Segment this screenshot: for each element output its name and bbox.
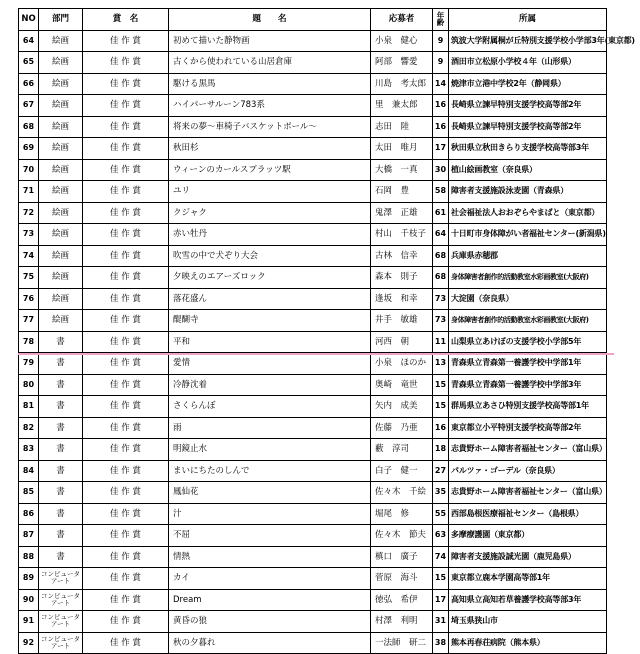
cell-title: 不屈	[169, 525, 371, 547]
cell-no: 65	[19, 52, 39, 74]
table-row	[19, 288, 607, 310]
cell-affiliation: 植山絵画教室（奈良県）	[449, 159, 607, 181]
table-row	[19, 439, 607, 461]
cell-applicant: 佐々木 節夫	[371, 525, 433, 547]
cell-no: 92	[19, 632, 39, 654]
cell-applicant: 村澤 利明	[371, 611, 433, 633]
cell-title: 赤い牡丹	[169, 224, 371, 246]
cell-award: 佳 作 賞	[83, 611, 169, 633]
cell-dept: 書	[39, 396, 83, 418]
cell-award: 佳 作 賞	[83, 331, 169, 353]
cell-applicant: 森本 則子	[371, 267, 433, 289]
cell-no: 66	[19, 73, 39, 95]
cell-applicant: 里 兼太郎	[371, 95, 433, 117]
cell-no: 90	[19, 589, 39, 611]
cell-applicant: 村山 千枝子	[371, 224, 433, 246]
table-row	[19, 482, 607, 504]
cell-affiliation: 長崎県立諫早特別支援学校高等部2年	[449, 116, 607, 138]
cell-age: 15	[433, 374, 449, 396]
header-applicant: 応募者	[371, 9, 433, 31]
table-row	[19, 374, 607, 396]
cell-dept: 絵画	[39, 202, 83, 224]
cell-title: まいにちたのしんで	[169, 460, 371, 482]
cell-affiliation: 熊本再春荘病院（熊本県）	[449, 632, 607, 654]
cell-age: 73	[433, 288, 449, 310]
cell-applicant: 川島 考太郎	[371, 73, 433, 95]
cell-title: 雨	[169, 417, 371, 439]
cell-dept: 絵画	[39, 159, 83, 181]
table-row	[19, 181, 607, 203]
cell-age: 18	[433, 439, 449, 461]
cell-title: 平和	[169, 331, 371, 353]
cell-age: 17	[433, 138, 449, 160]
cell-dept: 書	[39, 503, 83, 525]
cell-dept: コンピュータアート	[39, 589, 83, 611]
cell-age: 30	[433, 159, 449, 181]
cell-no: 79	[19, 353, 39, 375]
cell-award: 佳 作 賞	[83, 181, 169, 203]
table-row	[19, 331, 607, 353]
cell-title: カイ	[169, 568, 371, 590]
cell-age: 16	[433, 417, 449, 439]
cell-no: 91	[19, 611, 39, 633]
cell-title: 明鏡止水	[169, 439, 371, 461]
header-dept: 部門	[39, 9, 83, 31]
cell-applicant: 一法師 研二	[371, 632, 433, 654]
table-row	[19, 224, 607, 246]
cell-award: 佳 作 賞	[83, 159, 169, 181]
table-row	[19, 632, 607, 654]
cell-age: 64	[433, 224, 449, 246]
cell-age: 15	[433, 568, 449, 590]
cell-applicant: 槙口 廣子	[371, 546, 433, 568]
table-row	[19, 546, 607, 568]
cell-no: 76	[19, 288, 39, 310]
cell-age: 63	[433, 525, 449, 547]
cell-no: 89	[19, 568, 39, 590]
cell-applicant: 佐藤 乃亜	[371, 417, 433, 439]
cell-award: 佳 作 賞	[83, 95, 169, 117]
cell-age: 17	[433, 589, 449, 611]
cell-dept: 絵画	[39, 310, 83, 332]
cell-title: クジャク	[169, 202, 371, 224]
cell-title: 古くから使われている山居倉庫	[169, 52, 371, 74]
cell-affiliation: 焼津市立港中学校2年（静岡県）	[449, 73, 607, 95]
cell-age: 31	[433, 611, 449, 633]
cell-no: 78	[19, 331, 39, 353]
cell-award: 佳 作 賞	[83, 482, 169, 504]
cell-dept: 絵画	[39, 30, 83, 52]
cell-affiliation: 長崎県立諫早特別支援学校高等部2年	[449, 95, 607, 117]
cell-award: 佳 作 賞	[83, 589, 169, 611]
cell-dept: 書	[39, 546, 83, 568]
cell-title: さくらんぼ	[169, 396, 371, 418]
cell-applicant: 藪 淳司	[371, 439, 433, 461]
cell-no: 86	[19, 503, 39, 525]
cell-dept: 書	[39, 482, 83, 504]
cell-dept: 書	[39, 525, 83, 547]
table-row	[19, 245, 607, 267]
cell-title: 鳳仙花	[169, 482, 371, 504]
cell-dept: 絵画	[39, 224, 83, 246]
cell-dept: コンピュータアート	[39, 568, 83, 590]
cell-affiliation: 身体障害者創作的活動教室水彩画教室(大阪府)	[449, 310, 607, 332]
cell-title: 冷静沈着	[169, 374, 371, 396]
cell-dept: 書	[39, 460, 83, 482]
cell-award: 佳 作 賞	[83, 310, 169, 332]
cell-title: 汁	[169, 503, 371, 525]
cell-affiliation: 埼玉県狭山市	[449, 611, 607, 633]
cell-dept: 絵画	[39, 116, 83, 138]
cell-no: 75	[19, 267, 39, 289]
cell-no: 74	[19, 245, 39, 267]
cell-dept: コンピュータアート	[39, 611, 83, 633]
table-row	[19, 52, 607, 74]
cell-award: 佳 作 賞	[83, 353, 169, 375]
cell-affiliation: 志貴野ホーム障害者福祉センター（富山県）	[449, 439, 607, 461]
cell-affiliation: 障害者支援施設誠光園（鹿児島県）	[449, 546, 607, 568]
cell-award: 佳 作 賞	[83, 267, 169, 289]
header-award: 賞 名	[83, 9, 169, 31]
cell-award: 佳 作 賞	[83, 116, 169, 138]
cell-dept: 絵画	[39, 95, 83, 117]
cell-dept: 絵画	[39, 73, 83, 95]
cell-no: 83	[19, 439, 39, 461]
cell-affiliation: 兵庫県赤穂郡	[449, 245, 607, 267]
cell-age: 55	[433, 503, 449, 525]
cell-affiliation: 障害者支援施設泳麦園（青森県）	[449, 181, 607, 203]
cell-dept: 書	[39, 353, 83, 375]
table-row	[19, 95, 607, 117]
cell-applicant: 白子 健一	[371, 460, 433, 482]
cell-dept: 書	[39, 374, 83, 396]
cell-affiliation: 西部島根医療福祉センター（島根県）	[449, 503, 607, 525]
cell-age: 68	[433, 267, 449, 289]
table-row	[19, 503, 607, 525]
cell-title: 落花盛ん	[169, 288, 371, 310]
cell-age: 61	[433, 202, 449, 224]
cell-applicant: 河西 朝	[371, 331, 433, 353]
header-title: 題 名	[169, 9, 371, 31]
cell-title: 将来の夢～車椅子バスケットボール～	[169, 116, 371, 138]
cell-age: 14	[433, 73, 449, 95]
cell-no: 88	[19, 546, 39, 568]
cell-affiliation: 高知県立高知若草養護学校高等部3年	[449, 589, 607, 611]
cell-dept: 絵画	[39, 138, 83, 160]
cell-affiliation: 筑波大学附属桐が丘特別支援学校小学部3年(東京都)	[449, 30, 607, 52]
cell-age: 38	[433, 632, 449, 654]
cell-affiliation: 東京都立鹿本学園高等部1年	[449, 568, 607, 590]
cell-award: 佳 作 賞	[83, 396, 169, 418]
cell-affiliation: 群馬県立あさひ特別支援学校高等部1年	[449, 396, 607, 418]
table-row	[19, 30, 607, 52]
results-sheet	[18, 8, 635, 654]
cell-award: 佳 作 賞	[83, 503, 169, 525]
cell-award: 佳 作 賞	[83, 202, 169, 224]
cell-title: 秋の夕暮れ	[169, 632, 371, 654]
cell-affiliation: 青森県立青森第一養護学校中学部3年	[449, 374, 607, 396]
cell-no: 68	[19, 116, 39, 138]
cell-award: 佳 作 賞	[83, 73, 169, 95]
cell-award: 佳 作 賞	[83, 52, 169, 74]
cell-age: 35	[433, 482, 449, 504]
table-body	[19, 30, 635, 654]
cell-title: 秋田杉	[169, 138, 371, 160]
cell-no: 84	[19, 460, 39, 482]
cell-applicant: 鬼澤 正雄	[371, 202, 433, 224]
table-row	[19, 417, 607, 439]
cell-applicant: 小泉 健心	[371, 30, 433, 52]
cell-applicant: 井手 敏雄	[371, 310, 433, 332]
cell-title: ウィーンのカールスプラッツ駅	[169, 159, 371, 181]
table-row	[19, 589, 607, 611]
cell-applicant: 徳弘 希伊	[371, 589, 433, 611]
table-row	[19, 353, 607, 375]
cell-affiliation: 多摩療護園（東京都）	[449, 525, 607, 547]
table-row	[19, 202, 607, 224]
cell-applicant: 太田 唯月	[371, 138, 433, 160]
cell-age: 68	[433, 245, 449, 267]
cell-award: 佳 作 賞	[83, 439, 169, 461]
header-age-text: 年齢	[436, 10, 445, 28]
cell-age: 74	[433, 546, 449, 568]
cell-applicant: 菅原 海斗	[371, 568, 433, 590]
table-row	[19, 568, 607, 590]
cell-age: 58	[433, 181, 449, 203]
cell-award: 佳 作 賞	[83, 632, 169, 654]
cell-award: 佳 作 賞	[83, 30, 169, 52]
cell-no: 81	[19, 396, 39, 418]
cell-affiliation: 東京都立小平特別支援学校高等部2年	[449, 417, 607, 439]
cell-applicant: 大橋 一真	[371, 159, 433, 181]
cell-applicant: 堀尾 修	[371, 503, 433, 525]
cell-applicant: 阿部 響愛	[371, 52, 433, 74]
cell-title: 吹雪の中で犬ぞり大会	[169, 245, 371, 267]
cell-award: 佳 作 賞	[83, 224, 169, 246]
table-row	[19, 73, 607, 95]
cell-award: 佳 作 賞	[83, 138, 169, 160]
cell-no: 64	[19, 30, 39, 52]
cell-affiliation: 身体障害者創作的活動教室水彩画教室(大阪府)	[449, 267, 607, 289]
cell-award: 佳 作 賞	[83, 568, 169, 590]
cell-applicant: 小泉 ほのか	[371, 353, 433, 375]
cell-applicant: 佐々木 千絵	[371, 482, 433, 504]
cell-title: Dream	[169, 589, 371, 611]
cell-affiliation: 社会福祉法人おおぞらやまばと（東京都）	[449, 202, 607, 224]
table-row	[19, 396, 607, 418]
cell-affiliation: 酒田市立松原小学校４年（山形県）	[449, 52, 607, 74]
cell-award: 佳 作 賞	[83, 546, 169, 568]
cell-age: 15	[433, 396, 449, 418]
cell-affiliation: 志貴野ホーム障害者福祉センター（富山県）	[449, 482, 607, 504]
cell-applicant: 奥崎 竜世	[371, 374, 433, 396]
table-row	[19, 116, 607, 138]
cell-affiliation: パルツァ・ゴーデル（奈良県）	[449, 460, 607, 482]
cell-no: 85	[19, 482, 39, 504]
cell-award: 佳 作 賞	[83, 460, 169, 482]
table-row	[19, 267, 607, 289]
cell-title: 駆ける黒馬	[169, 73, 371, 95]
header-age	[433, 9, 449, 31]
cell-title: 夕映えのエアーズロック	[169, 267, 371, 289]
cell-dept: 書	[39, 439, 83, 461]
cell-dept: 書	[39, 331, 83, 353]
cell-age: 11	[433, 331, 449, 353]
table-row	[19, 525, 607, 547]
cell-age: 13	[433, 353, 449, 375]
table-row	[19, 310, 607, 332]
table-header-row	[19, 9, 607, 31]
results-table	[18, 8, 635, 654]
cell-award: 佳 作 賞	[83, 525, 169, 547]
table-row	[19, 611, 607, 633]
cell-no: 70	[19, 159, 39, 181]
cell-award: 佳 作 賞	[83, 288, 169, 310]
cell-title: 情熱	[169, 546, 371, 568]
cell-award: 佳 作 賞	[83, 245, 169, 267]
cell-no: 71	[19, 181, 39, 203]
cell-dept: 絵画	[39, 181, 83, 203]
cell-title: ハイパーサルーン783系	[169, 95, 371, 117]
cell-affiliation: 十日町市身体障がい者福祉センター(新潟県)	[449, 224, 607, 246]
cell-age: 27	[433, 460, 449, 482]
header-no: NO	[19, 9, 39, 31]
table-row	[19, 159, 607, 181]
cell-applicant: 古林 信幸	[371, 245, 433, 267]
cell-no: 82	[19, 417, 39, 439]
cell-no: 87	[19, 525, 39, 547]
cell-no: 73	[19, 224, 39, 246]
cell-award: 佳 作 賞	[83, 417, 169, 439]
cell-age: 16	[433, 116, 449, 138]
section-divider-line	[18, 353, 614, 355]
cell-dept: 絵画	[39, 245, 83, 267]
cell-applicant: 石岡 豊	[371, 181, 433, 203]
cell-applicant: 矢内 成美	[371, 396, 433, 418]
cell-dept: 書	[39, 417, 83, 439]
table-row	[19, 138, 607, 160]
cell-applicant: 逢坂 和幸	[371, 288, 433, 310]
cell-title: 醍醐寺	[169, 310, 371, 332]
cell-affiliation: 大淀園（奈良県）	[449, 288, 607, 310]
cell-title: 初めて描いた静物画	[169, 30, 371, 52]
cell-dept: 絵画	[39, 288, 83, 310]
cell-affiliation: 山梨県立あけぼの支援学校小学部5年	[449, 331, 607, 353]
cell-age: 9	[433, 52, 449, 74]
cell-dept: コンピュータアート	[39, 632, 83, 654]
cell-dept: 絵画	[39, 267, 83, 289]
header-affiliation: 所属	[449, 9, 607, 31]
cell-dept: 絵画	[39, 52, 83, 74]
cell-title: ユリ	[169, 181, 371, 203]
cell-applicant: 志田 陸	[371, 116, 433, 138]
cell-age: 9	[433, 30, 449, 52]
cell-no: 69	[19, 138, 39, 160]
cell-award: 佳 作 賞	[83, 374, 169, 396]
cell-affiliation: 青森県立青森第一養護学校中学部1年	[449, 353, 607, 375]
cell-age: 16	[433, 95, 449, 117]
cell-title: 黄昏の狼	[169, 611, 371, 633]
cell-no: 80	[19, 374, 39, 396]
cell-title: 愛情	[169, 353, 371, 375]
cell-no: 77	[19, 310, 39, 332]
table-row	[19, 460, 607, 482]
cell-no: 72	[19, 202, 39, 224]
cell-no: 67	[19, 95, 39, 117]
cell-affiliation: 秋田県立秋田きらり支援学校高等部3年	[449, 138, 607, 160]
cell-age: 73	[433, 310, 449, 332]
